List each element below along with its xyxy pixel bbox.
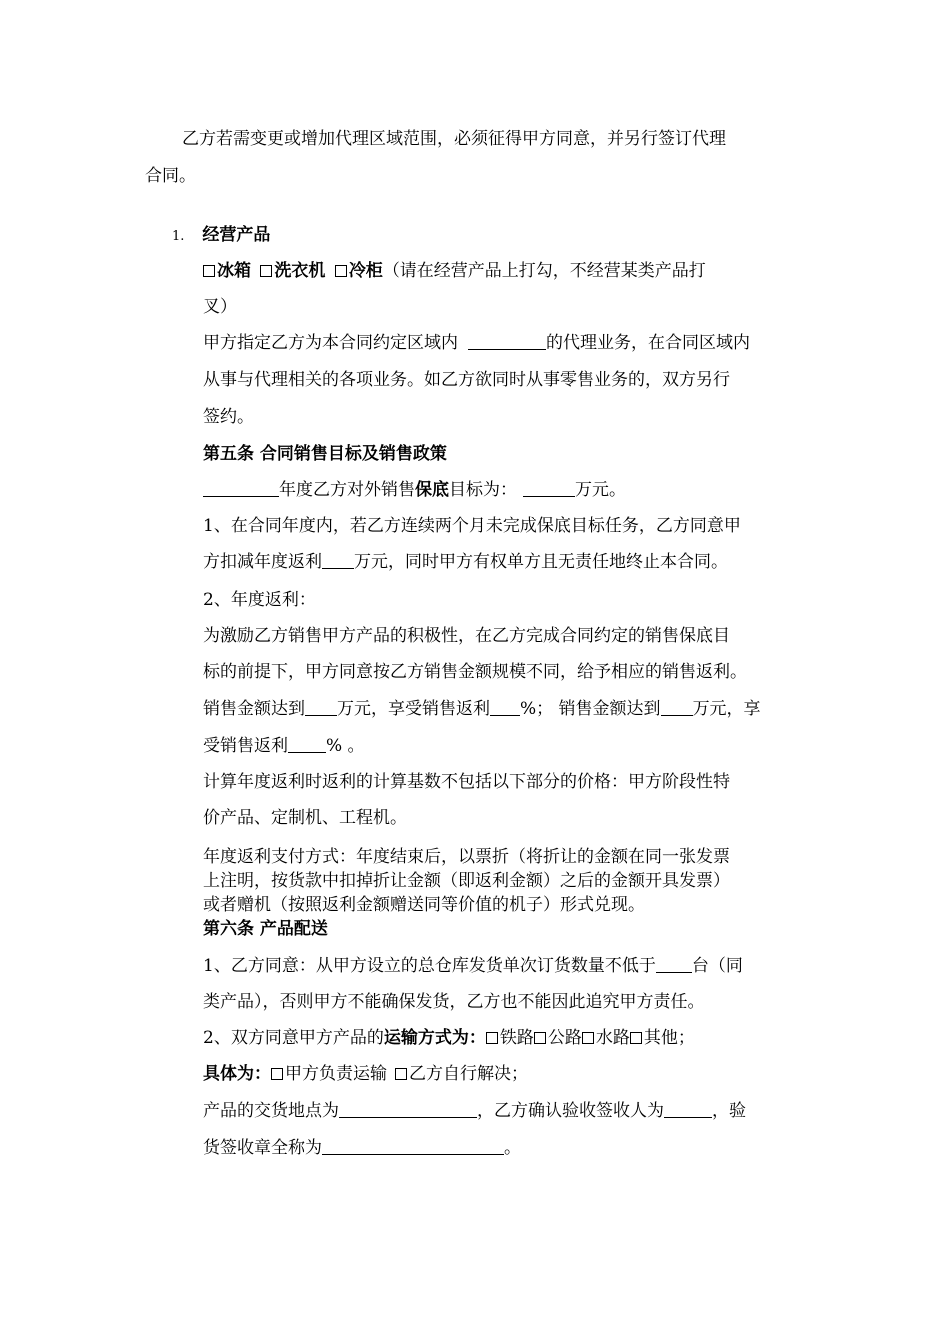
rebate-text-b: 万元，享受销售返利: [337, 699, 490, 719]
clause-6-1-line-1: [203, 954, 743, 978]
item-number: 1.: [172, 229, 185, 244]
product-fridge-label: 冰箱: [217, 261, 251, 281]
delivery-text-b: ，乙方确认验收签收人为: [477, 1101, 664, 1121]
clause-5-2-line-3: [203, 697, 761, 721]
product-options: [203, 259, 706, 283]
transport-waterway-label: 水路: [595, 1028, 630, 1048]
checkbox-fridge[interactable]: [203, 265, 215, 277]
transport-other-label: 其他；: [643, 1028, 695, 1048]
transport-railway-label: 铁路: [499, 1028, 534, 1048]
article-6-heading: 第六条 产品配送: [203, 919, 328, 939]
product-washer-label: 洗衣机: [274, 261, 326, 281]
blank-rebate-rate-1[interactable]: [490, 714, 520, 716]
product-note-1: （请在经营产品上打勾，不经营某类产品打: [382, 261, 706, 281]
spec-party-b-label: 乙方自行解决；: [409, 1064, 528, 1084]
blank-rebate-deduction[interactable]: [322, 567, 354, 569]
rebate-text-f: % 。: [326, 736, 365, 756]
blank-seal-name[interactable]: [322, 1153, 504, 1155]
target-text-c: 目标为：: [449, 480, 517, 500]
blank-sales-amount-2[interactable]: [661, 714, 693, 716]
blank-receiver[interactable]: [664, 1116, 712, 1118]
payment-line-3: 或者赠机（按照返利金额赠送同等价值的机子）形式兑现。: [203, 895, 645, 915]
payment-line-1: 年度返利支付方式：年度结束后，以票折（将折让的金额在同一张发票: [203, 847, 730, 867]
checkbox-freezer[interactable]: [335, 265, 347, 277]
product-freezer-label: 冷柜: [348, 261, 383, 281]
rebate-text-e: 受销售返利: [203, 736, 288, 756]
clause-5-2-line-4: [203, 734, 365, 758]
clause-5-1-text-b: 万元，同时甲方有权单方且无责任地终止本合同。: [354, 552, 728, 572]
clause-5-2-title: 2、年度返利：: [203, 590, 316, 610]
calc-basis-line-2: 价产品、定制机、工程机。: [203, 808, 407, 828]
delivery-line-1: [203, 1099, 746, 1123]
delivery-text-a: 产品的交货地点为: [203, 1101, 339, 1121]
blank-target-year[interactable]: [203, 495, 279, 497]
payment-line-2: 上注明，按货款中扣掉折让金额（即返利金额）之后的金额开具发票）: [203, 871, 730, 891]
delivery-text-d: 货签收章全称为: [203, 1138, 322, 1158]
clause-5-1-line-2: [203, 550, 728, 574]
product-note-2: 叉）: [203, 297, 237, 317]
clause-5-1-text-a: 方扣减年度返利: [203, 552, 322, 572]
clause-5-2-line-1: 为激励乙方销售甲方产品的积极性，在乙方完成合同约定的销售保底目: [203, 626, 730, 646]
blank-sales-amount-1[interactable]: [305, 714, 337, 716]
rebate-text-c: %； 销售金额达到: [520, 699, 661, 719]
transport-text-a: 2、双方同意甲方产品的: [203, 1028, 384, 1048]
target-text-a: 年度乙方对外销售: [279, 480, 415, 500]
blank-target-amount[interactable]: [523, 495, 575, 497]
region-change-line-2: 合同。: [145, 166, 196, 186]
delivery-line-2: [203, 1136, 521, 1160]
sales-target-line: [203, 478, 626, 502]
agency-text-b: 的代理业务，在合同区域内: [546, 333, 750, 353]
checkbox-highway[interactable]: [534, 1032, 546, 1044]
transport-highway-label: 公路: [547, 1028, 582, 1048]
checkbox-party-b-self[interactable]: [395, 1068, 407, 1080]
region-change-line-1: 乙方若需变更或增加代理区域范围，必须征得甲方同意，并另行签订代理: [182, 129, 726, 149]
transport-spec-line: [203, 1062, 528, 1086]
delivery-text-c: ，验: [712, 1101, 746, 1121]
agency-line-2: 从事与代理相关的各项业务。如乙方欲同时从事零售业务的，双方另行: [203, 370, 730, 390]
checkbox-railway[interactable]: [486, 1032, 498, 1044]
item-heading: 经营产品: [202, 225, 271, 245]
clause-6-1-line-2: 类产品），否则甲方不能确保发货，乙方也不能因此追究甲方责任。: [203, 992, 705, 1012]
blank-delivery-location[interactable]: [339, 1116, 477, 1118]
checkbox-other[interactable]: [630, 1032, 642, 1044]
target-text-bold: 保底: [415, 480, 449, 500]
delivery-text-e: 。: [504, 1138, 521, 1158]
transport-line: [203, 1026, 695, 1050]
target-text-d: 万元。: [575, 480, 626, 500]
rebate-text-a: 销售金额达到: [203, 699, 305, 719]
spec-label: 具体为：: [203, 1064, 271, 1084]
transport-text-bold: 运输方式为：: [383, 1028, 486, 1048]
agency-line-1: [203, 331, 750, 355]
checkbox-waterway[interactable]: [582, 1032, 594, 1044]
blank-rebate-rate-2[interactable]: [288, 751, 326, 753]
agency-text-a: 甲方指定乙方为本合同约定区域内: [203, 333, 458, 353]
rebate-text-d: 万元，享: [692, 699, 761, 719]
agency-line-3: 签约。: [203, 407, 254, 427]
blank-min-order-qty[interactable]: [656, 971, 692, 973]
blank-agency-business[interactable]: [468, 348, 546, 350]
clause-6-1-text-b: 台（同: [691, 956, 743, 976]
checkbox-party-a-transport[interactable]: [271, 1068, 283, 1080]
clause-5-1-line-1: 1、在合同年度内，若乙方连续两个月未完成保底目标任务，乙方同意甲: [203, 516, 741, 536]
calc-basis-line-1: 计算年度返利时返利的计算基数不包括以下部分的价格：甲方阶段性特: [203, 772, 730, 792]
checkbox-washer[interactable]: [260, 265, 272, 277]
clause-5-2-line-2: 标的前提下，甲方同意按乙方销售金额规模不同，给予相应的销售返利。: [203, 662, 747, 682]
article-5-heading: 第五条 合同销售目标及销售政策: [203, 444, 447, 464]
clause-6-1-text-a: 1、乙方同意：从甲方设立的总仓库发货单次订货数量不低于: [203, 956, 656, 976]
item-1: [172, 223, 270, 249]
spec-party-a-label: 甲方负责运输: [285, 1064, 387, 1084]
